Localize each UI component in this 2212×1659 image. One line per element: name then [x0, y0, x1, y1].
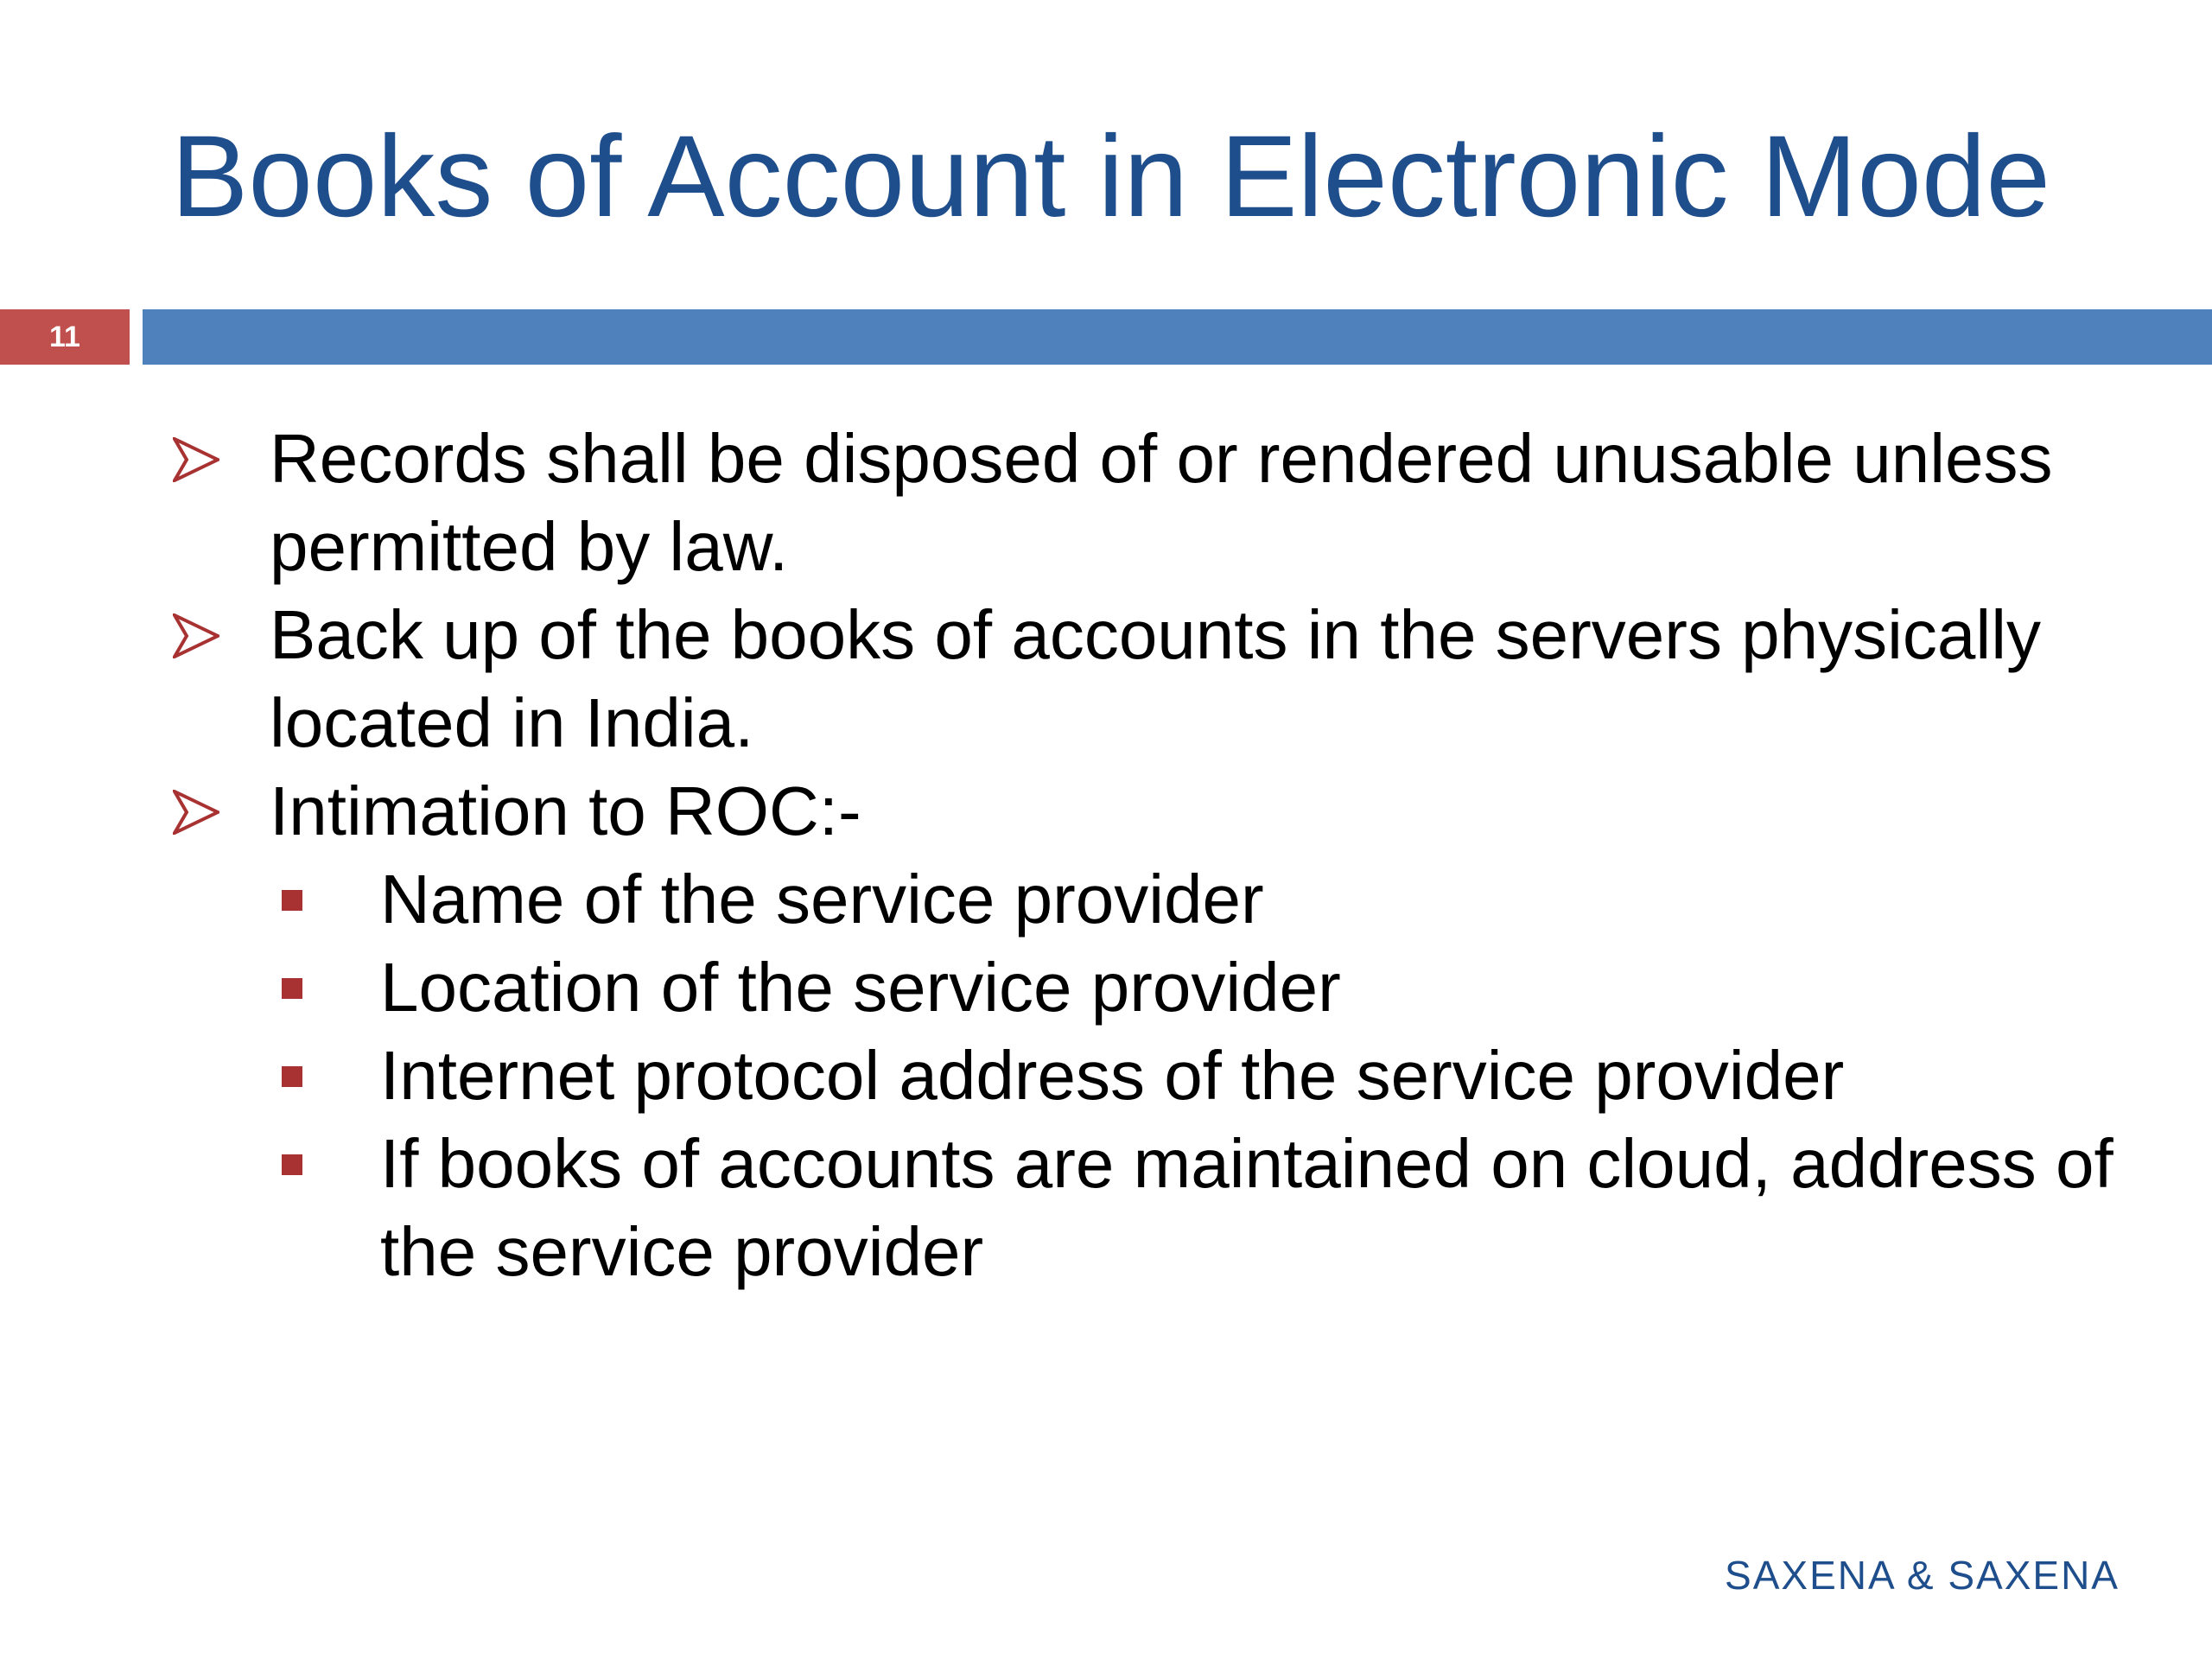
bullet-text: Intimation to ROC:- — [270, 772, 861, 849]
sub-bullet-item — [270, 944, 2141, 1032]
square-bullet-icon — [282, 1066, 302, 1087]
slide-title: Books of Account in Electronic Mode — [171, 112, 2050, 241]
bullet-item — [171, 415, 2141, 591]
arrow-bullet-icon — [173, 790, 219, 835]
arrow-bullet-icon — [173, 613, 219, 658]
footer-brand: SAXENA & SAXENA — [1725, 1553, 2120, 1598]
bullet-text: Records shall be disposed of or rendered unusable unless permitted by law. — [270, 420, 2053, 585]
sub-bullet-text: If books of accounts are maintained on cloud, address of the service provider — [380, 1125, 2113, 1290]
bullet-item — [171, 591, 2141, 767]
title-divider-bar — [143, 309, 2212, 365]
sub-bullet-item — [270, 855, 2141, 944]
bullet-item — [171, 767, 2141, 1296]
sub-bullet-text: Name of the service provider — [380, 861, 1264, 938]
sub-bullet-item — [270, 1032, 2141, 1120]
square-bullet-icon — [282, 1154, 302, 1175]
sub-bullet-list — [270, 855, 2141, 1296]
sub-bullet-item — [270, 1120, 2141, 1296]
square-bullet-icon — [282, 890, 302, 911]
bullet-text: Back up of the books of accounts in the servers physically located in India. — [270, 596, 2041, 761]
arrow-bullet-icon — [173, 437, 219, 482]
square-bullet-icon — [282, 978, 302, 999]
slide-number: 11 — [0, 309, 130, 365]
bullet-list — [171, 415, 2141, 1296]
sub-bullet-text: Location of the service provider — [380, 949, 1341, 1026]
sub-bullet-text: Internet protocol address of the service provider — [380, 1037, 1845, 1114]
